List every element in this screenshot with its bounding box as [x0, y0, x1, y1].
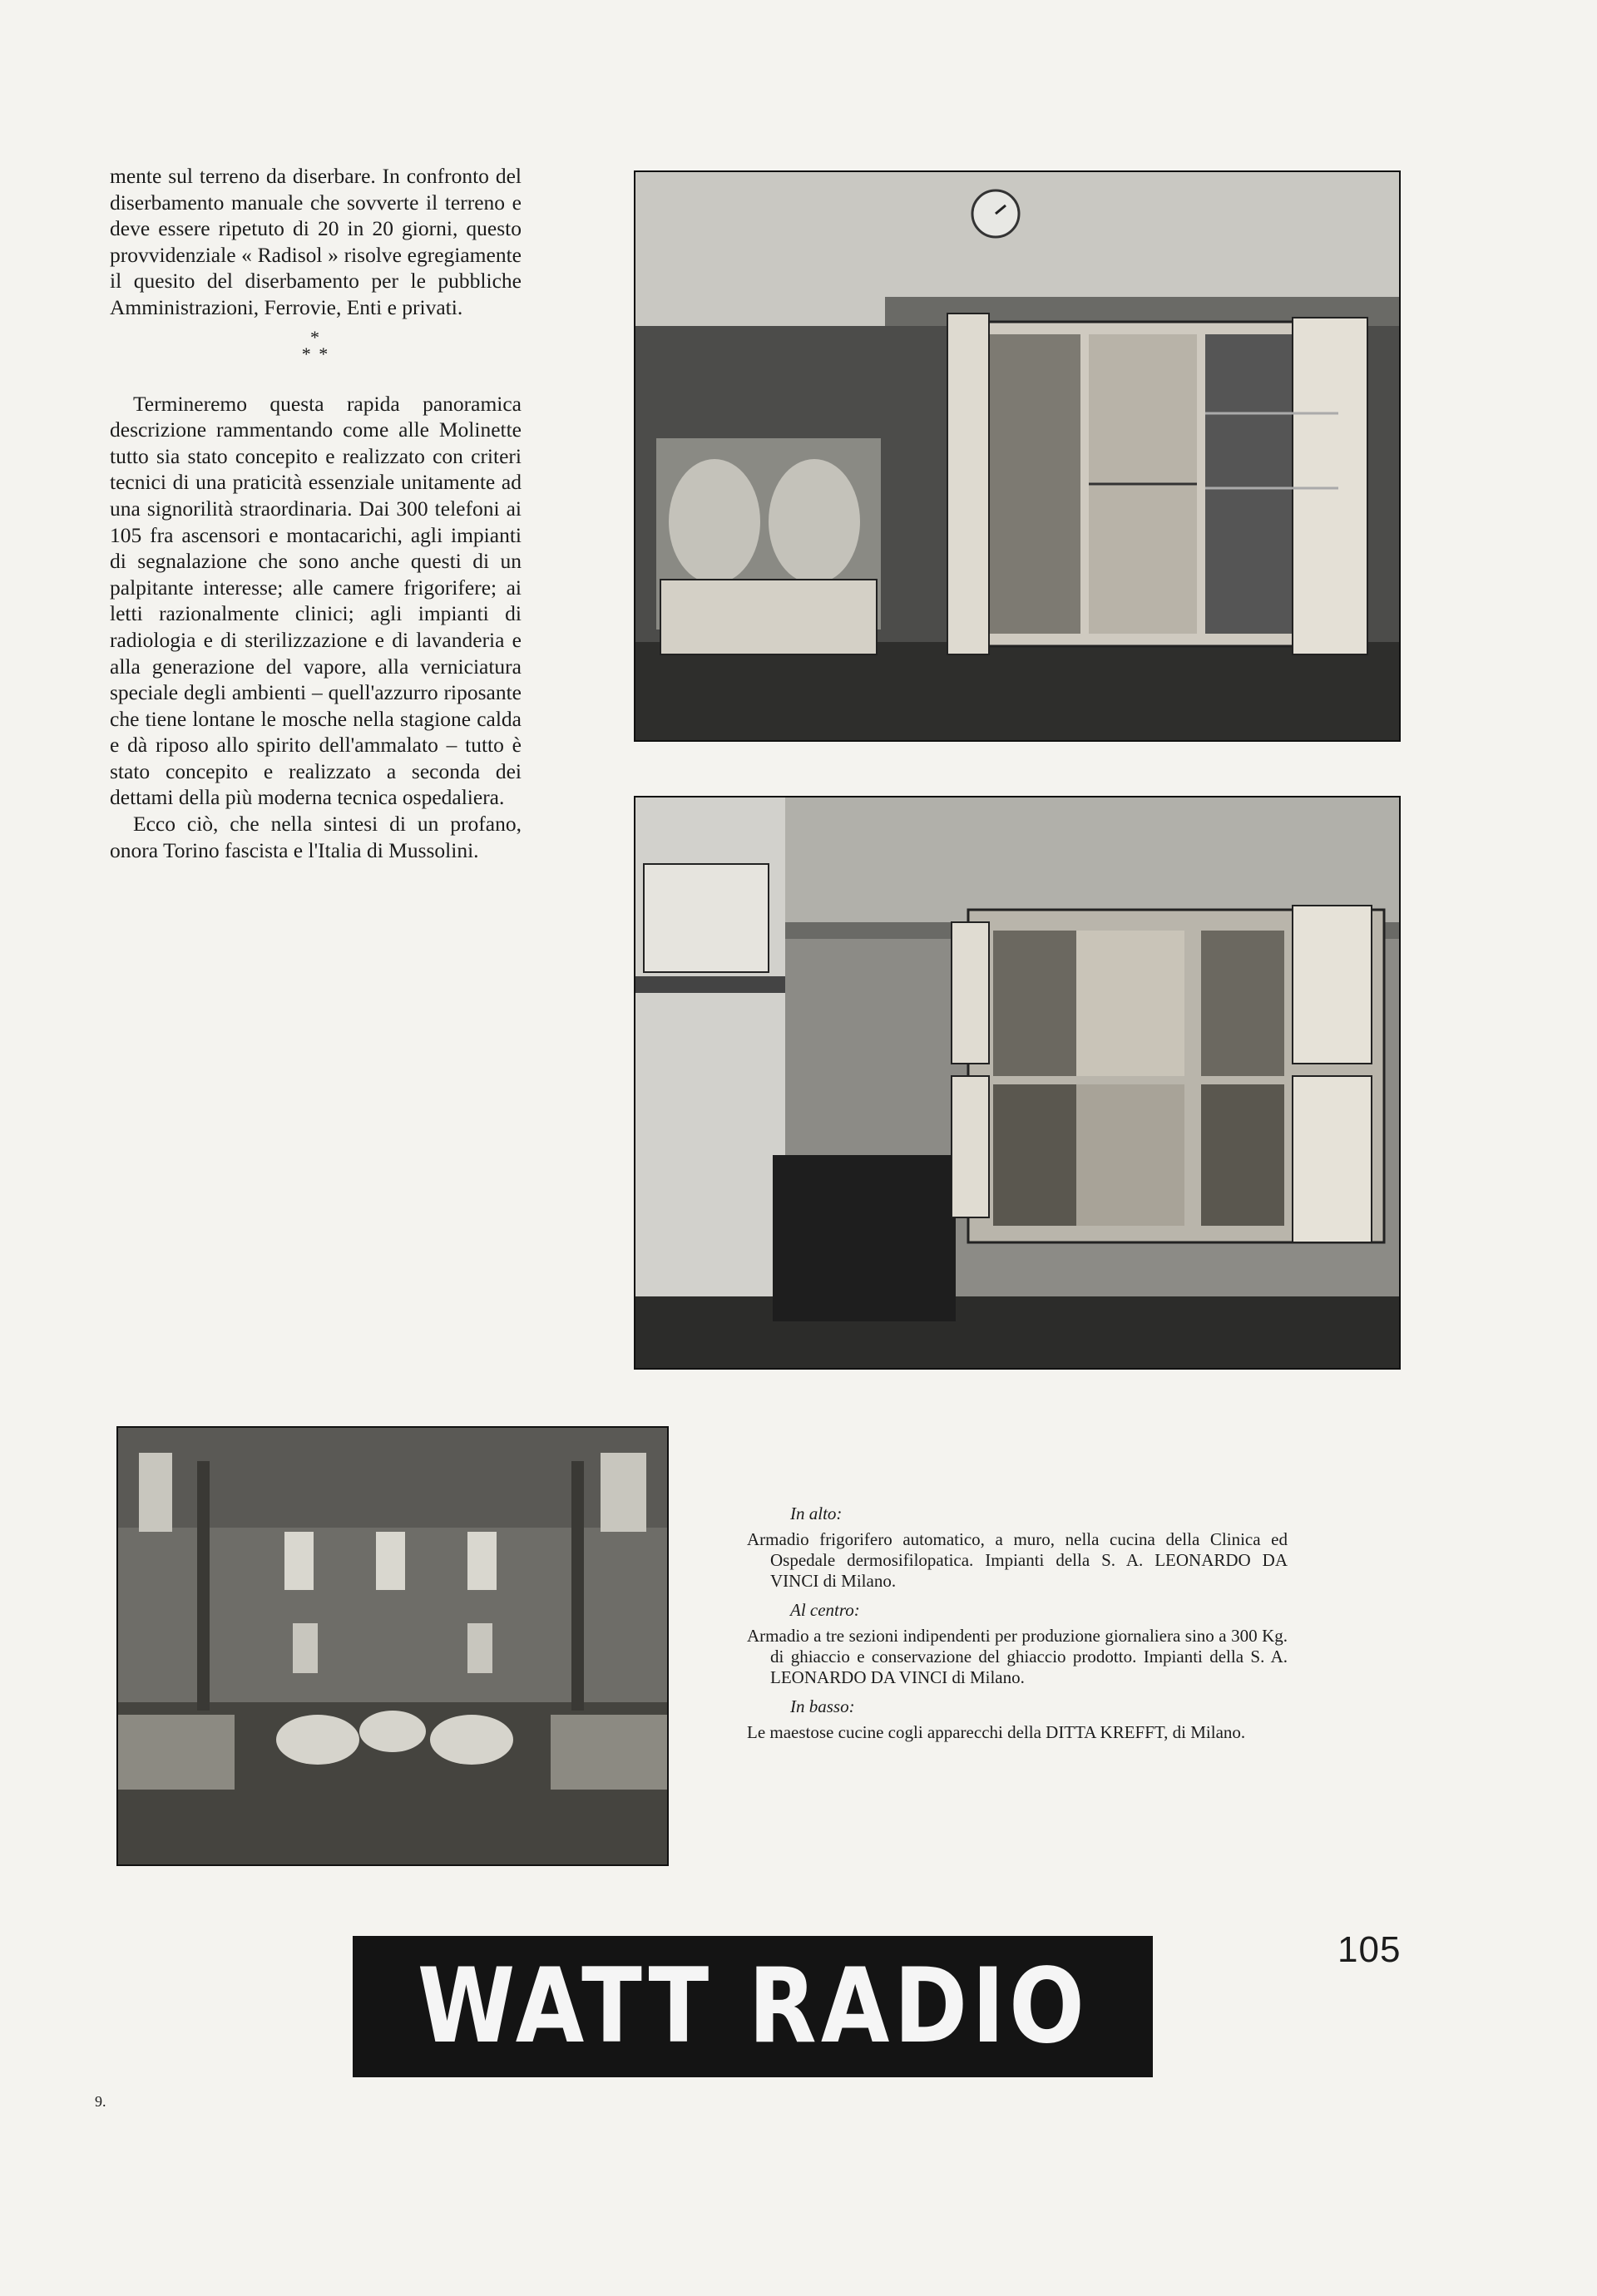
photo-kitchen-hall	[116, 1426, 669, 1866]
watt-radio-advertisement	[353, 1936, 1153, 2077]
page-number: 105	[1337, 1929, 1402, 1970]
asterism-top: *	[310, 326, 321, 348]
caption-text-bottom: Le maestose cucine cogli apparecchi della DITTA KREFFT, di Milano.	[747, 1722, 1246, 1742]
section-asterism	[110, 326, 522, 364]
caption-text-top: Armadio frigorifero automatico, a muro, nella cucina della Clinica ed Ospedale dermosifilopatica. Impianti della S. A. LEONARDO DA VINCI di Milano.	[747, 1529, 1288, 1591]
caption-heading-top: In alto:	[790, 1504, 843, 1523]
caption-heading-bottom: In basso:	[790, 1696, 855, 1716]
article-text-column	[110, 163, 522, 863]
article-paragraph: mente sul terreno da diserbare. In confronto del diserbamento manuale che sovverte il terreno e deve essere ripetuto di 20 in 20 giorni, questo provvidenziale « Radisol » risolve egregiamente il quesito del diserbamento per le pubbliche Amministrazioni, Ferrovie, Enti e privati.	[110, 164, 522, 319]
sheet-signature-number: 9.	[95, 2093, 106, 2110]
advertisement-text: WATT RADIO	[417, 1947, 1089, 2066]
photo-captions	[747, 1504, 1288, 1751]
photo-ice-cabinet	[634, 796, 1401, 1370]
article-paragraph: Termineremo questa rapida panoramica descrizione rammentando come alle Molinette tutto sia stato concepito e realizzato con criteri tecnici di una praticità essenziale unitamente ad una signorilità straordinaria. Dai 300 telefoni ai 105 fra ascensori e montacarichi, agli impianti di segnalazione che sono anche questi di un palpitante interesse; alle camere frigorifere; ai letti razionalmente clinici; agli impianti di radiologia e di sterilizzazione e di lavanderia e alla generazione del vapore, alla verniciatura speciale degli ambienti – quell'azzurro riposante che tiene lontane le mosche nella stagione calda e dà riposo allo spirito dell'ammalato – tutto è stato concepito e realizzato a seconda dei dettami della più moderna tecnica ospedaliera.	[110, 391, 522, 810]
asterism-bottom: * *	[301, 343, 330, 364]
caption-heading-center: Al centro:	[790, 1600, 860, 1620]
caption-text-center: Armadio a tre sezioni indipendenti per produzione giornaliera sino a 300 Kg. di ghiaccio e conservazione del ghiaccio prodotto. Impianti della S. A. LEONARDO DA VINCI di Milano.	[747, 1626, 1288, 1687]
article-paragraph: Ecco ciò, che nella sintesi di un profano, onora Torino fascista e l'Italia di Mussolini.	[110, 812, 522, 862]
photo-refrigerator-cabinet	[634, 170, 1401, 742]
